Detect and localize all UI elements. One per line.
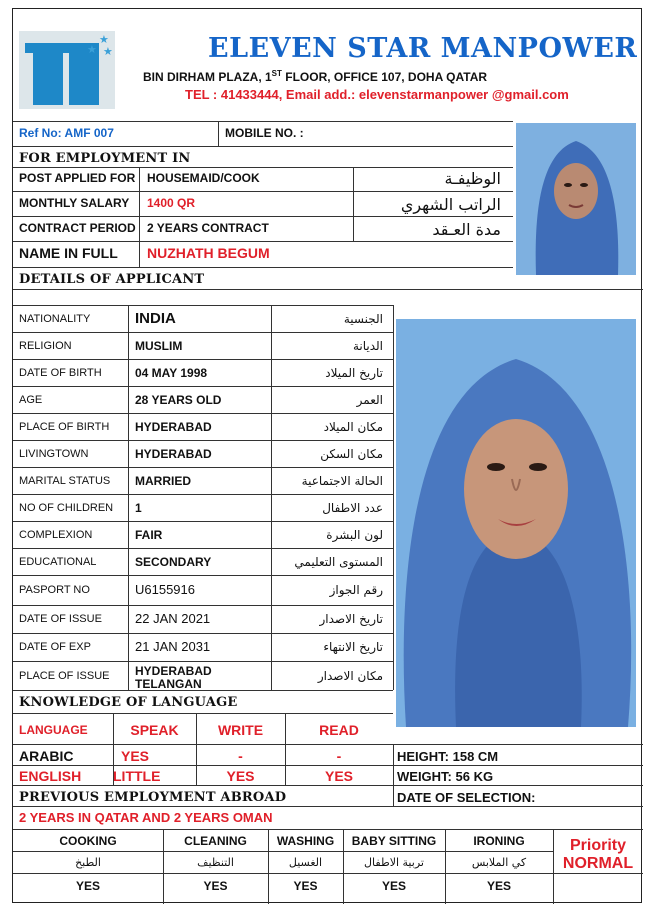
applicant-photo-small bbox=[516, 123, 636, 275]
english-read: YES bbox=[324, 768, 353, 784]
detail-arabic-label: عدد الاطفال bbox=[322, 501, 383, 515]
detail-value: INDIA bbox=[135, 310, 176, 327]
skill-value: YES bbox=[203, 879, 228, 893]
language-header-write: WRITE bbox=[217, 722, 264, 738]
monthly-salary-label: MONTHLY SALARY bbox=[19, 196, 130, 210]
detail-arabic-label: رقم الجواز bbox=[329, 583, 383, 597]
detail-value: FAIR bbox=[135, 528, 163, 542]
language-section-title: KNOWLEDGE OF LANGUAGE bbox=[19, 695, 238, 710]
detail-arabic-label: مكان الميلاد bbox=[323, 420, 383, 434]
skill-value: YES bbox=[293, 879, 318, 893]
skill-value: YES bbox=[381, 879, 406, 893]
detail-label: DATE OF BIRTH bbox=[19, 367, 102, 379]
detail-value: U6155916 bbox=[135, 582, 195, 597]
english-speak: LITTLE bbox=[113, 768, 161, 784]
detail-arabic-label: مكان الاصدار bbox=[317, 669, 383, 683]
detail-label: NO OF CHILDREN bbox=[19, 502, 114, 514]
skill-value: YES bbox=[75, 879, 100, 893]
detail-value: 04 MAY 1998 bbox=[135, 366, 208, 380]
detail-label: AGE bbox=[19, 394, 43, 406]
post-applied-value: HOUSEMAID/COOK bbox=[147, 171, 260, 185]
detail-label: COMPLEXION bbox=[19, 529, 93, 541]
post-applied-arabic: الوظيفـة bbox=[444, 169, 501, 188]
detail-label: EDUCATIONAL bbox=[19, 556, 97, 568]
skill-name-arabic: الغسيل bbox=[288, 856, 323, 869]
detail-value: 21 JAN 2031 bbox=[135, 639, 211, 654]
detail-value: HYDERABAD bbox=[135, 447, 212, 461]
contract-period-value: 2 YEARS CONTRACT bbox=[147, 221, 269, 235]
skill-name: IRONING bbox=[473, 834, 525, 848]
skill-name-arabic: الطبخ bbox=[75, 856, 101, 869]
detail-label: RELIGION bbox=[19, 340, 72, 352]
name-in-full-label: NAME IN FULL bbox=[19, 245, 118, 261]
detail-arabic-label: الديانة bbox=[352, 339, 383, 353]
detail-arabic-label: تاريخ الاصدار bbox=[319, 612, 383, 626]
details-section-title: DETAILS OF APPLICANT bbox=[19, 272, 205, 287]
detail-arabic-label: العمر bbox=[356, 393, 383, 407]
date-of-selection-label: DATE OF SELECTION: bbox=[397, 790, 536, 805]
detail-value: 22 JAN 2021 bbox=[135, 611, 211, 626]
arabic-read: - bbox=[336, 748, 342, 764]
detail-arabic-label: تاريخ الميلاد bbox=[325, 366, 383, 380]
height-value: HEIGHT: 158 CM bbox=[397, 749, 499, 764]
detail-value: SECONDARY bbox=[135, 555, 212, 569]
contract-period-arabic: مدة العـقد bbox=[432, 220, 501, 239]
detail-label: PLACE OF BIRTH bbox=[19, 421, 110, 433]
detail-value: HYDERABAD bbox=[135, 664, 212, 678]
detail-arabic-label: الحالة الاجتماعية bbox=[301, 474, 383, 488]
monthly-salary-arabic: الراتب الشهري bbox=[400, 195, 501, 214]
skill-value: YES bbox=[486, 879, 511, 893]
detail-arabic-label: المستوى التعليمي bbox=[294, 555, 383, 569]
detail-arabic-label: لون البشرة bbox=[326, 528, 383, 542]
skill-name: CLEANING bbox=[184, 834, 247, 848]
previous-employment-title: PREVIOUS EMPLOYMENT ABROAD bbox=[19, 790, 287, 805]
detail-value: 1 bbox=[135, 501, 142, 515]
applicant-photo-large bbox=[396, 319, 636, 727]
detail-value-line2: TELANGAN bbox=[135, 677, 202, 691]
language-header-language: LANGUAGE bbox=[19, 723, 88, 737]
arabic-write: - bbox=[238, 748, 243, 764]
company-address: BIN DIRHAM PLAZA, 1ST FLOOR, OFFICE 107, DOHA QATAR bbox=[143, 69, 488, 84]
detail-value: MUSLIM bbox=[135, 339, 183, 353]
detail-label: DATE OF EXP bbox=[19, 641, 91, 653]
priority-label: Priority bbox=[569, 837, 626, 854]
detail-value: MARRIED bbox=[135, 474, 191, 488]
detail-label: MARITAL STATUS bbox=[19, 475, 111, 487]
application-form bbox=[12, 8, 642, 903]
detail-value: HYDERABAD bbox=[135, 420, 212, 434]
company-contact: TEL : 41433444, Email add.: elevenstarmanpower @gmail.com bbox=[185, 87, 569, 102]
english-write: YES bbox=[226, 768, 255, 784]
skill-name-arabic: تربية الاطفال bbox=[364, 856, 424, 869]
skill-name: WASHING bbox=[276, 834, 335, 848]
skill-name: BABY SITTING bbox=[351, 834, 437, 848]
language-header-read: READ bbox=[319, 722, 359, 738]
detail-arabic-label: الجنسية bbox=[343, 312, 383, 326]
detail-value: 28 YEARS OLD bbox=[135, 393, 222, 407]
contract-period-label: CONTRACT PERIOD bbox=[19, 221, 136, 235]
detail-arabic-label: تاريخ الانتهاء bbox=[323, 640, 383, 654]
language-row-arabic: ARABIC bbox=[19, 748, 74, 764]
monthly-salary-value: 1400 QR bbox=[147, 196, 196, 210]
skill-name-arabic: التنظيف bbox=[197, 856, 234, 869]
skill-name: COOKING bbox=[59, 834, 117, 848]
previous-employment-value: 2 YEARS IN QATAR AND 2 YEARS OMAN bbox=[19, 810, 273, 825]
skill-name-arabic: كي الملابس bbox=[471, 856, 527, 869]
detail-label: LIVINGTOWN bbox=[19, 448, 89, 460]
ref-number: Ref No: AMF 007 bbox=[19, 126, 114, 140]
mobile-number-label: MOBILE NO. : bbox=[225, 126, 304, 140]
detail-label: NATIONALITY bbox=[19, 313, 91, 325]
detail-arabic-label: مكان السكن bbox=[320, 447, 383, 461]
detail-label: DATE OF ISSUE bbox=[19, 613, 102, 625]
detail-label: PLACE OF ISSUE bbox=[19, 670, 110, 682]
eleven-star-logo-icon: ★ ★ ★ bbox=[19, 31, 115, 109]
language-row-english: ENGLISH bbox=[19, 768, 82, 784]
company-name: ELEVEN STAR MANPOWER bbox=[208, 33, 638, 64]
priority-value: NORMAL bbox=[562, 855, 634, 872]
language-header-speak: SPEAK bbox=[130, 722, 179, 738]
name-in-full-value: NUZHATH BEGUM bbox=[147, 245, 270, 261]
arabic-speak: YES bbox=[121, 748, 150, 764]
detail-label: PASPORT NO bbox=[19, 584, 90, 596]
employment-section-title: FOR EMPLOYMENT IN bbox=[19, 151, 191, 166]
post-applied-label: POST APPLIED FOR bbox=[19, 171, 136, 185]
weight-value: WEIGHT: 56 KG bbox=[397, 769, 494, 784]
